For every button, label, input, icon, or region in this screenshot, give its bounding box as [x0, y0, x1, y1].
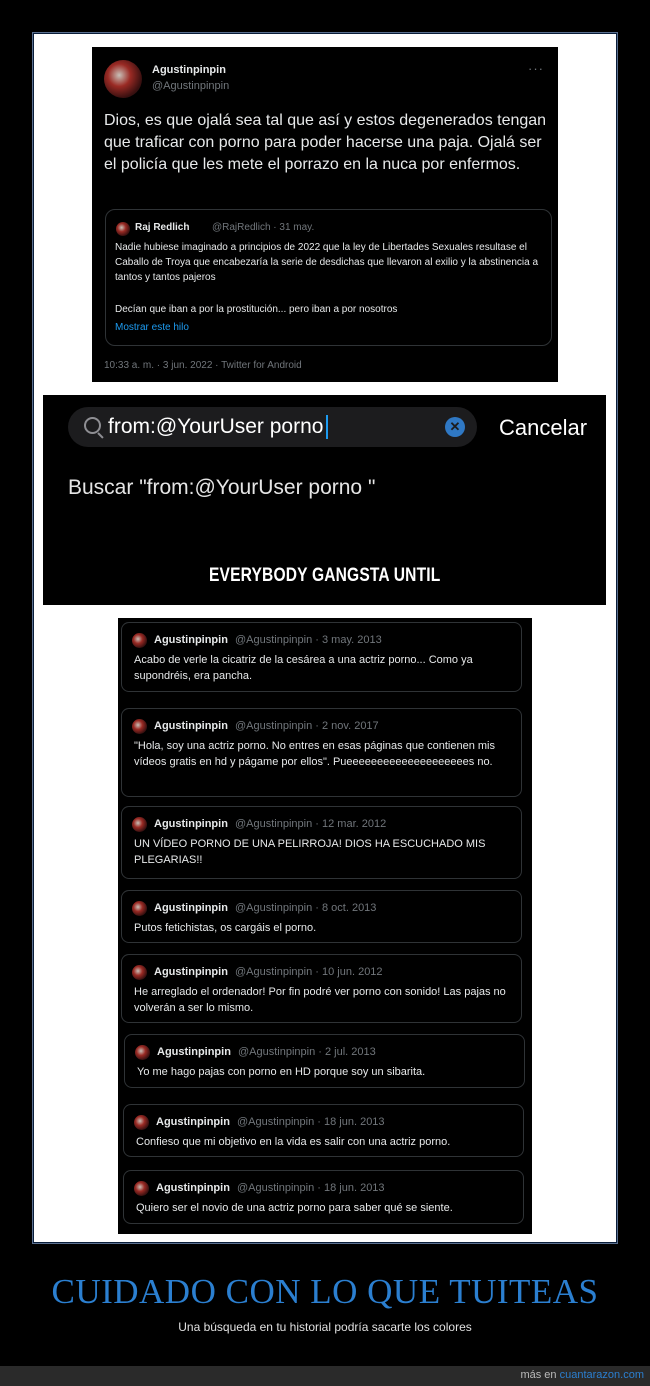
tweet-author-name: Agustinpinpin — [154, 818, 228, 830]
tweet-author-name: Agustinpinpin — [154, 720, 228, 732]
list-item[interactable] — [123, 1170, 524, 1224]
list-item[interactable] — [121, 622, 522, 692]
list-item[interactable] — [121, 806, 522, 879]
tweet-author-name: Agustinpinpin — [154, 634, 228, 646]
list-item[interactable] — [124, 1034, 525, 1088]
clear-icon[interactable]: ✕ — [445, 417, 465, 437]
cancel-button[interactable]: Cancelar — [499, 415, 588, 440]
avatar[interactable] — [104, 60, 142, 98]
tweet-meta: @Agustinpinpin · 18 jun. 2013 — [237, 1182, 385, 1194]
tweet-author-name: Agustinpinpin — [154, 902, 228, 914]
tweet-meta: @Agustinpinpin · 18 jun. 2013 — [237, 1116, 385, 1128]
search-bar[interactable] — [68, 407, 477, 447]
search-panel — [43, 395, 606, 605]
tweet-text: "Hola, soy una actriz porno. No entres en esas páginas que contienen mis vídeos gratis en hd y págame por ellos". Pueeeeeeeeeeeeeeeeeeees no. — [134, 740, 496, 768]
footer-text — [520, 1369, 644, 1381]
tweet-text: Putos fetichistas, os cargáis el porno. — [134, 922, 317, 934]
avatar — [132, 633, 147, 648]
tweet-text: Acabo de verle la cicatriz de la cesárea a una actriz porno... Como ya supondréis, era pancha. — [134, 654, 473, 682]
site-link[interactable]: cuantarazon.com — [559, 1369, 644, 1381]
list-item[interactable] — [123, 1104, 524, 1157]
tweet-meta: @Agustinpinpin · 12 mar. 2012 — [235, 818, 387, 830]
show-thread-link[interactable]: Mostrar este hilo — [115, 322, 189, 333]
quote-text-2: Decían que iban a por la prostitución... pero iban a por nosotros — [115, 304, 398, 315]
avatar — [134, 1115, 149, 1130]
list-item[interactable] — [121, 890, 522, 943]
main-tweet — [92, 47, 558, 382]
avatar — [132, 719, 147, 734]
tweet-meta: @Agustinpinpin · 2 nov. 2017 — [235, 720, 379, 732]
avatar — [134, 1181, 149, 1196]
tweet-timestamp[interactable]: 10:33 a. m. · 3 jun. 2022 · Twitter for Android — [104, 360, 302, 371]
search-suggestion[interactable]: Buscar "from:@YourUser porno " — [68, 476, 376, 499]
tweet-list — [118, 618, 532, 1234]
tweet-meta: @Agustinpinpin · 3 may. 2013 — [235, 634, 382, 646]
more-options-icon[interactable]: ··· — [528, 61, 544, 76]
quote-avatar — [116, 222, 130, 236]
text-caret — [326, 415, 328, 439]
quote-meta: @RajRedlich · 31 may. — [212, 222, 315, 233]
tweet-text: He arreglado el ordenador! Por fin podré ver porno con sonido! Las pajas no volverán a ser lo mismo. — [134, 986, 506, 1014]
quote-text: Nadie hubiese imaginado a principios de 2022 que la ley de Libertades Sexuales resultase el Caballo de Troya que encabezaría la serie de desdichas que llevaron al exilio y la abstinencia a tantos y tantos pajeros — [115, 242, 539, 283]
footer-bar — [0, 1366, 650, 1386]
tweet-author-name[interactable]: Agustinpinpin — [152, 64, 226, 76]
quoted-tweet[interactable] — [105, 209, 552, 346]
meme-caption: EVERYBODY GANGSTA UNTIL — [209, 565, 441, 586]
tweet-meta: @Agustinpinpin · 8 oct. 2013 — [235, 902, 377, 914]
search-query: from:@YourUser porno — [108, 415, 324, 438]
tweet-text: Yo me hago pajas con porno en HD porque soy un sibarita. — [137, 1066, 426, 1078]
search-icon — [84, 417, 101, 434]
tweet-text: Confieso que mi objetivo en la vida es salir con una actriz porno. — [136, 1136, 451, 1148]
avatar — [135, 1045, 150, 1060]
footer-prefix: más en — [520, 1369, 557, 1381]
tweet-text: Dios, es que ojalá sea tal que así y estos degenerados tengan que traficar con porno para poder hacerse una paja. Ojalá ser el policía que les mete el porrazo en la nuca por enfermos. — [104, 112, 547, 173]
page-subtitle: Una búsqueda en tu historial podría sacarte los colores — [178, 1320, 472, 1334]
quote-author-name: Raj Redlich — [135, 222, 190, 233]
search-input[interactable] — [108, 415, 328, 439]
tweet-author-name: Agustinpinpin — [156, 1116, 230, 1128]
tweet-meta: @Agustinpinpin · 10 jun. 2012 — [235, 966, 383, 978]
tweet-text: UN VÍDEO PORNO DE UNA PELIRROJA! DIOS HA ESCUCHADO MIS PLEGARIAS!! — [134, 838, 486, 866]
list-item[interactable] — [121, 954, 522, 1023]
tweet-author-name: Agustinpinpin — [157, 1046, 231, 1058]
avatar — [132, 965, 147, 980]
tweet-author-name: Agustinpinpin — [156, 1182, 230, 1194]
avatar — [132, 817, 147, 832]
page-title: CUIDADO CON LO QUE TUITEAS — [51, 1272, 599, 1311]
tweet-meta: @Agustinpinpin · 2 jul. 2013 — [238, 1046, 376, 1058]
tweet-text: Quiero ser el novio de una actriz porno para saber qué se siente. — [136, 1202, 453, 1214]
avatar — [132, 901, 147, 916]
tweet-author-name: Agustinpinpin — [154, 966, 228, 978]
tweet-author-handle[interactable]: @Agustinpinpin — [152, 80, 230, 92]
list-item[interactable] — [121, 708, 522, 797]
